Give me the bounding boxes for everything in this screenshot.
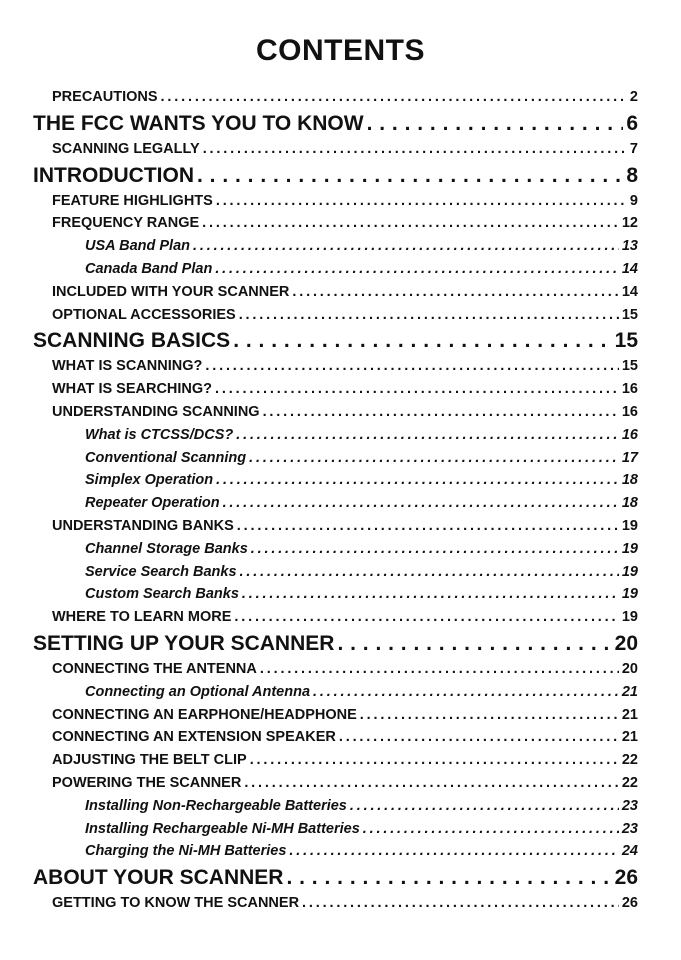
toc-entry-page-number: 15 [614,329,638,353]
dot-leader [286,863,611,892]
toc-entry-label: INTRODUCTION [33,163,194,187]
dot-leader [216,469,619,492]
toc-entry-page-number: 26 [614,866,638,890]
dot-leader [350,795,619,818]
toc-entry-label: Connecting an Optional Antenna [85,683,311,700]
dot-leader [244,772,619,795]
dot-leader [161,86,627,109]
toc-entry-label: Simplex Operation [85,472,214,489]
toc-subsection[interactable] [0,492,638,515]
dot-leader [236,424,619,447]
toc-section[interactable] [0,401,638,424]
toc-entry-label: POWERING THE SCANNER [52,774,242,791]
toc-chapter[interactable] [0,326,638,355]
toc-entry-label: WHAT IS SCANNING? [52,358,203,375]
toc-subsection[interactable] [0,583,638,606]
toc-entry-page-number: 13 [621,238,638,255]
dot-leader [292,281,618,304]
dot-leader [260,658,619,681]
dot-leader [216,190,627,213]
dot-leader [240,561,619,584]
dot-leader [289,840,618,863]
toc-entry-page-number: 20 [621,660,638,677]
toc-section[interactable] [0,749,638,772]
toc-subsection[interactable] [0,818,638,841]
toc-entry-page-number: 7 [629,140,638,157]
dot-leader [215,258,619,281]
toc-section[interactable] [0,772,638,795]
dot-leader [249,447,619,470]
toc-entry-label: What is CTCSS/DCS? [85,426,234,443]
toc-entry-page-number: 14 [621,283,638,300]
toc-section[interactable] [0,86,638,109]
toc-entry-label: CONNECTING AN EARPHONE/HEADPHONE [52,706,357,723]
toc-entry-page-number: 26 [621,895,638,912]
toc-entry-page-number: 16 [621,426,638,443]
toc-subsection[interactable] [0,235,638,258]
toc-entry-label: GETTING TO KNOW THE SCANNER [52,895,300,912]
toc-entry-page-number: 14 [621,260,638,277]
toc-chapter[interactable] [0,161,638,190]
toc-entry-label: Installing Non-Rechargeable Batteries [85,797,347,814]
toc-subsection[interactable] [0,447,638,470]
dot-leader [234,606,618,629]
toc-section[interactable] [0,515,638,538]
toc-entry-page-number: 22 [621,774,638,791]
toc-entry-page-number: 24 [621,843,638,860]
toc-section[interactable] [0,190,638,213]
toc-entry-page-number: 9 [629,192,638,209]
toc-entry-page-number: 6 [626,111,638,135]
dot-leader [337,629,611,658]
toc-entry-label: THE FCC WANTS YOU TO KNOW [33,111,364,135]
dot-leader [360,704,619,727]
toc-entry-label: UNDERSTANDING SCANNING [52,403,260,420]
toc-entry-label: CONNECTING AN EXTENSION SPEAKER [52,729,336,746]
toc-entry-page-number: 19 [621,586,638,603]
toc-entry-label: Conventional Scanning [85,449,247,466]
toc-subsection[interactable] [0,424,638,447]
toc-section[interactable] [0,378,638,401]
toc-section[interactable] [0,212,638,235]
table-of-contents [0,86,681,915]
dot-leader [302,892,619,915]
toc-entry-page-number: 21 [621,706,638,723]
toc-entry-label: UNDERSTANDING BANKS [52,517,234,534]
toc-entry-label: USA Band Plan [85,238,191,255]
toc-entry-page-number: 22 [621,752,638,769]
toc-entry-label: SCANNING BASICS [33,329,231,353]
dot-leader [197,161,623,190]
toc-entry-label: Canada Band Plan [85,260,213,277]
toc-entry-page-number: 19 [621,540,638,557]
dot-leader [242,583,619,606]
toc-entry-label: FREQUENCY RANGE [52,215,200,232]
dot-leader [313,681,619,704]
toc-entry-label: Service Search Banks [85,563,237,580]
toc-entry-page-number: 18 [621,495,638,512]
dot-leader [205,355,618,378]
toc-entry-page-number: 21 [621,729,638,746]
toc-entry-label: CONNECTING THE ANTENNA [52,660,257,677]
toc-section[interactable] [0,658,638,681]
toc-section[interactable] [0,606,638,629]
toc-entry-label: WHERE TO LEARN MORE [52,609,232,626]
toc-entry-label: WHAT IS SEARCHING? [52,381,213,398]
toc-section[interactable] [0,281,638,304]
toc-chapter[interactable] [0,863,638,892]
toc-section[interactable] [0,304,638,327]
toc-entry-label: INCLUDED WITH YOUR SCANNER [52,283,290,300]
toc-subsection[interactable] [0,561,638,584]
toc-subsection[interactable] [0,795,638,818]
toc-entry-label: FEATURE HIGHLIGHTS [52,192,213,209]
toc-entry-label: ADJUSTING THE BELT CLIP [52,752,247,769]
toc-entry-label: OPTIONAL ACCESSORIES [52,306,236,323]
toc-entry-page-number: 20 [614,631,638,655]
toc-section[interactable] [0,138,638,161]
toc-entry-label: SCANNING LEGALLY [52,140,200,157]
toc-entry-page-number: 19 [621,563,638,580]
toc-entry-page-number: 2 [629,89,638,105]
toc-entry-page-number: 15 [621,306,638,323]
dot-leader [233,326,611,355]
dot-leader [339,726,619,749]
dot-leader [263,401,619,424]
toc-section[interactable] [0,704,638,727]
toc-section[interactable] [0,355,638,378]
toc-entry-label: SETTING UP YOUR SCANNER [33,631,335,655]
toc-entry-label: ABOUT YOUR SCANNER [33,866,284,890]
toc-entry-page-number: 16 [621,403,638,420]
toc-entry-label: Repeater Operation [85,495,220,512]
dot-leader [223,492,619,515]
toc-entry-page-number: 19 [621,609,638,626]
toc-entry-label: Channel Storage Banks [85,540,248,557]
toc-entry-label: Custom Search Banks [85,586,239,603]
toc-entry-page-number: 23 [621,820,638,837]
dot-leader [215,378,619,401]
dot-leader [202,212,619,235]
toc-section[interactable] [0,892,638,915]
toc-subsection[interactable] [0,469,638,492]
dot-leader [237,515,619,538]
toc-entry-page-number: 18 [621,472,638,489]
toc-entry-page-number: 21 [621,683,638,700]
dot-leader [193,235,619,258]
toc-entry-page-number: 17 [621,449,638,466]
dot-leader [250,749,619,772]
toc-entry-page-number: 8 [626,163,638,187]
toc-subsection[interactable] [0,840,638,863]
toc-entry-page-number: 12 [621,215,638,232]
toc-entry-page-number: 23 [621,797,638,814]
page-title: CONTENTS [256,34,425,67]
toc-entry-page-number: 19 [621,517,638,534]
toc-entry-page-number: 16 [621,381,638,398]
toc-subsection[interactable] [0,681,638,704]
toc-subsection[interactable] [0,258,638,281]
toc-section[interactable] [0,726,638,749]
dot-leader [367,109,624,138]
toc-entry-label: Installing Rechargeable Ni-MH Batteries [85,820,360,837]
toc-chapter[interactable] [0,629,638,658]
toc-entry-label: PRECAUTIONS [52,89,158,105]
dot-leader [363,818,619,841]
toc-entry-page-number: 15 [621,358,638,375]
dot-leader [203,138,627,161]
dot-leader [251,538,619,561]
toc-chapter[interactable] [0,109,638,138]
toc-entry-label: Charging the Ni-MH Batteries [85,843,287,860]
dot-leader [239,304,619,327]
toc-subsection[interactable] [0,538,638,561]
